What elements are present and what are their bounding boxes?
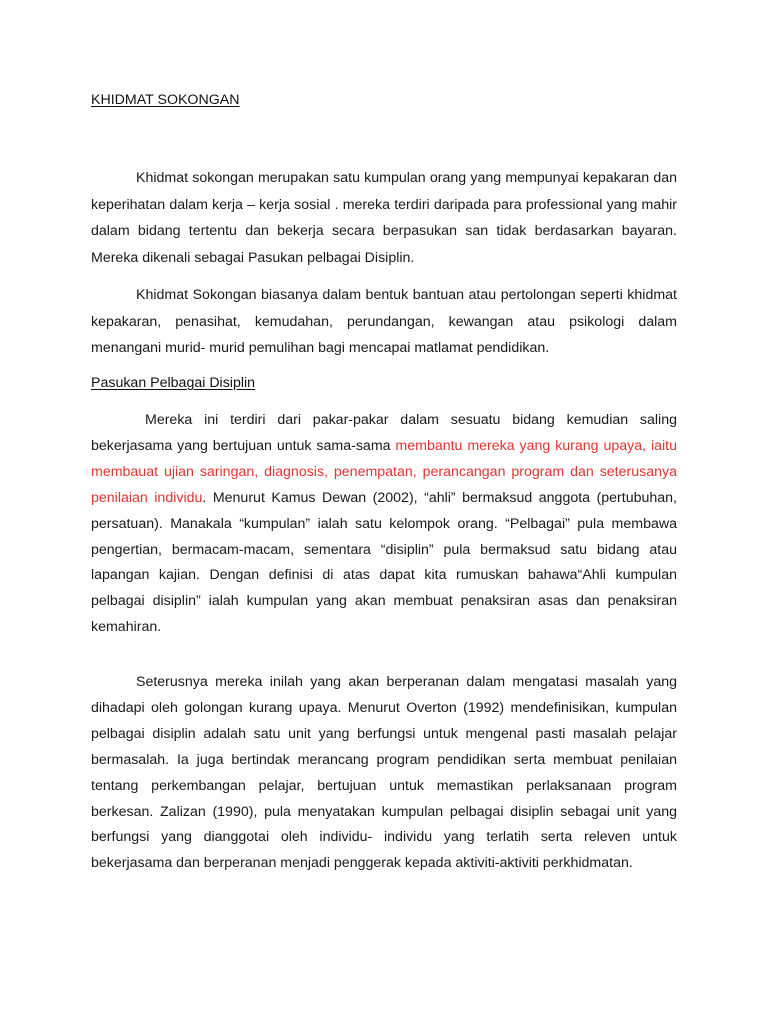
section-paragraph-1-text-end: . Menurut Kamus Dewan (2002), “ahli” bermaksud anggota (pertubuhan, persatuan). Manakala “kumpulan” ialah satu kelompok orang. “Pelbagai” pula membawa pengertian, bermacam-macam, sementara “disiplin” pula bermaksud satu bidang atau lapangan kajian. Dengan definisi di atas dapat kita rumuskan bahawa“Ahli kumpulan pelbagai disiplin” ialah kumpulan yang akan membuat penaksiran asas dan penaksiran kemahiran. bbox=[91, 489, 678, 636]
section-paragraph-2: Seterusnya mereka inilah yang akan berperanan dalam mengatasi masalah yang dihadapi oleh golongan kurang upaya. Menurut Overton (1992) mendefinisikan, kumpulan pelbagai disiplin adalah satu unit yang berfungsi untuk mengenal pasti masalah pelajar bermasalah. Ia juga bertindak merancang program pendidikan serta membuat penilaian tentang perkembangan pelajar, bertujuan untuk memastikan perlaksanaan program berkesan. Zalizan (1990), pula menyatakan kumpulan pelbagai disiplin sebagai unit yang berfungsi yang dianggotai oleh individu- individu yang terlatih serta releven untuk bekerjasama dan berperanan menjadi penggerak kepada aktiviti-aktiviti perkhidmatan. bbox=[91, 674, 677, 872]
intro-paragraph-1: Khidmat sokongan merupakan satu kumpulan orang yang mempunyai kepakaran dan keperihatan dalam kerja – kerja sosial . mereka terdiri daripada para professional yang mahir dalam bidang tertentu dan bekerja secara berpasukan san tidak berdasarkan bayaran. Mereka dikenali sebagai Pasukan pelbagai Disiplin. bbox=[91, 170, 677, 266]
section-paragraph-1-text-start: Mereka ini terdiri dari pakar-pakar dalam sesuatu bidang kemudian saling bekerjasama yang bertujuan untuk sama-sama bbox=[91, 412, 677, 454]
section-heading: Pasukan Pelbagai Disiplin bbox=[91, 375, 256, 391]
section-paragraph-1 bbox=[91, 408, 677, 641]
intro-paragraph-2: Khidmat Sokongan biasanya dalam bentuk bantuan atau pertolongan seperti khidmat kepakaran, penasihat, kemudahan, perundangan, kewangan atau psikologi dalam menangani murid- murid pemulihan bagi mencapai matlamat pendidikan. bbox=[91, 287, 677, 356]
document-title: KHIDMAT SOKONGAN bbox=[91, 92, 240, 108]
section-paragraph-1-highlight: membantu mereka yang kurang upaya, iaitu membauat ujian saringan, diagnosis, penempatan, perancangan program dan seterusanya penilaian individu bbox=[91, 437, 677, 506]
